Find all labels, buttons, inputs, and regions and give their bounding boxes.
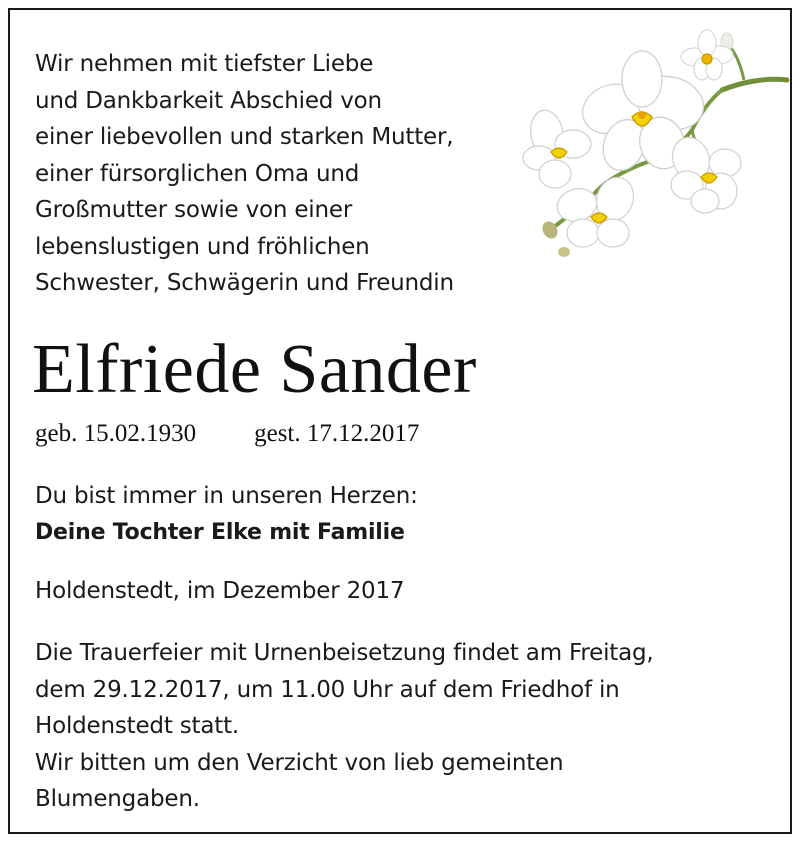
intro-line: Wir nehmen mit tiefster Liebe <box>35 51 374 77</box>
intro-text <box>35 46 454 302</box>
ceremony-info <box>35 635 654 818</box>
birth-date: geb. 15.02.1930 <box>35 420 197 447</box>
farewell-text: Du bist immer in unseren Herzen: <box>35 483 418 509</box>
ceremony-line: Blumengaben. <box>35 786 200 812</box>
ceremony-line: dem 29.12.2017, um 11.00 Uhr auf dem Friedhof in <box>35 676 620 703</box>
intro-line: lebenslustigen und fröhlichen <box>35 233 370 260</box>
ceremony-line: Holdenstedt statt. <box>35 713 240 739</box>
ceremony-line: Wir bitten um den Verzicht von lieb gemeinten <box>35 749 564 776</box>
farewell-block <box>35 478 418 551</box>
intro-line: Großmutter sowie von einer <box>35 197 353 223</box>
intro-line: Schwester, Schwägerin und Freundin <box>35 270 454 296</box>
death-date: gest. 17.12.2017 <box>254 420 420 447</box>
deceased-name: Elfriede Sander <box>32 331 477 408</box>
family-signature: Deine Tochter Elke mit Familie <box>35 519 405 545</box>
intro-line: und Dankbarkeit Abschied von <box>35 87 382 114</box>
place-date: Holdenstedt, im Dezember 2017 <box>35 578 405 604</box>
obituary-notice <box>8 8 792 834</box>
ceremony-line: Die Trauerfeier mit Urnenbeisetzung findet am Freitag, <box>35 640 654 666</box>
intro-line: einer fürsorglichen Oma und <box>35 160 360 187</box>
orchid-icon <box>522 22 790 258</box>
life-dates <box>35 418 419 450</box>
intro-line: einer liebevollen und starken Mutter, <box>35 124 454 150</box>
